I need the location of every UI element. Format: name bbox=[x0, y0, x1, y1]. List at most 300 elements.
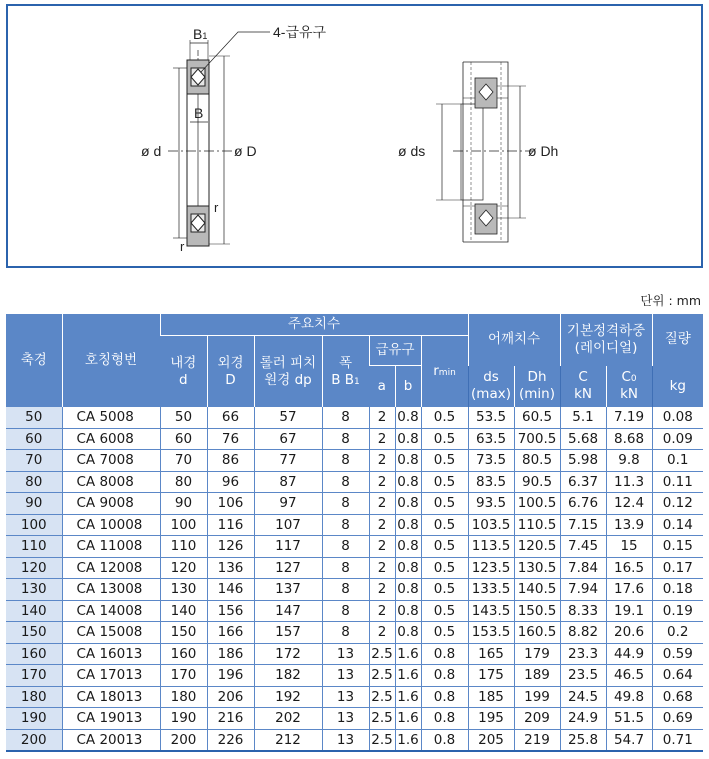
radius-label-upper: r bbox=[214, 200, 219, 215]
header-width-line1: 폭 bbox=[338, 354, 353, 371]
header-rmin bbox=[421, 336, 468, 408]
cell-c0: 54.7 bbox=[606, 729, 652, 751]
cell-oil-a: 2 bbox=[369, 493, 395, 515]
header-ds-line2: (max) bbox=[471, 386, 511, 403]
cell-c: 24.5 bbox=[560, 686, 606, 708]
cell-oil-a: 2 bbox=[369, 514, 395, 536]
cell-inner-d: 140 bbox=[160, 600, 207, 622]
bearing-diagram-panel bbox=[6, 4, 703, 268]
cell-width: 13 bbox=[322, 643, 369, 665]
cell-model: CA 5008 bbox=[62, 407, 160, 428]
table-row bbox=[6, 428, 703, 450]
cell-ds: 153.5 bbox=[468, 622, 514, 644]
header-rmin-letter: r bbox=[433, 363, 439, 380]
cell-rmin: 0.5 bbox=[421, 514, 468, 536]
cell-ds: 195 bbox=[468, 708, 514, 730]
cell-pitch-dp: 127 bbox=[254, 557, 322, 579]
cell-oil-b: 1.6 bbox=[395, 643, 421, 665]
cell-oil-a: 2 bbox=[369, 600, 395, 622]
cell-model: CA 17013 bbox=[62, 665, 160, 687]
cell-oil-a: 2.5 bbox=[369, 665, 395, 687]
cell-pitch-dp: 192 bbox=[254, 686, 322, 708]
cell-model: CA 6008 bbox=[62, 428, 160, 450]
cell-mass: 0.71 bbox=[652, 729, 703, 751]
cell-ds: 205 bbox=[468, 729, 514, 751]
cell-pitch-dp: 212 bbox=[254, 729, 322, 751]
cell-width: 8 bbox=[322, 493, 369, 515]
cell-model: CA 18013 bbox=[62, 686, 160, 708]
cell-oil-b: 0.8 bbox=[395, 600, 421, 622]
cell-rmin: 0.8 bbox=[421, 708, 468, 730]
header-dh bbox=[514, 366, 560, 408]
cell-pitch-dp: 57 bbox=[254, 407, 322, 428]
cell-c: 5.68 bbox=[560, 428, 606, 450]
cell-outer-d: 156 bbox=[207, 600, 254, 622]
cell-shaft: 100 bbox=[6, 514, 62, 536]
b1-label bbox=[193, 26, 207, 42]
cell-dh: 130.5 bbox=[514, 557, 560, 579]
header-ds-line1: ds bbox=[483, 369, 499, 386]
cell-c0: 16.5 bbox=[606, 557, 652, 579]
cell-ds: 83.5 bbox=[468, 471, 514, 493]
cell-pitch-dp: 77 bbox=[254, 450, 322, 472]
header-a: a bbox=[369, 366, 395, 408]
table-body bbox=[6, 407, 703, 751]
cell-outer-d: 106 bbox=[207, 493, 254, 515]
cell-rmin: 0.5 bbox=[421, 600, 468, 622]
cell-mass: 0.59 bbox=[652, 643, 703, 665]
cell-oil-b: 0.8 bbox=[395, 471, 421, 493]
header-model: 호칭형번 bbox=[62, 314, 160, 407]
cell-dh: 150.5 bbox=[514, 600, 560, 622]
cell-dh: 209 bbox=[514, 708, 560, 730]
header-rmin-subscript: min bbox=[438, 368, 456, 379]
cell-c: 24.9 bbox=[560, 708, 606, 730]
header-c-line1: C bbox=[578, 369, 588, 386]
header-c0-subscript: 0 bbox=[630, 374, 637, 385]
cell-ds: 63.5 bbox=[468, 428, 514, 450]
cell-oil-b: 0.8 bbox=[395, 428, 421, 450]
cell-mass: 0.64 bbox=[652, 665, 703, 687]
cell-dh: 140.5 bbox=[514, 579, 560, 601]
cell-oil-b: 0.8 bbox=[395, 557, 421, 579]
header-width-subscript: 1 bbox=[354, 376, 360, 387]
cell-model: CA 16013 bbox=[62, 643, 160, 665]
table-row bbox=[6, 493, 703, 515]
cell-pitch-dp: 117 bbox=[254, 536, 322, 558]
header-mass: 질량 bbox=[652, 314, 703, 366]
cell-c: 7.84 bbox=[560, 557, 606, 579]
cell-oil-a: 2 bbox=[369, 557, 395, 579]
cell-shaft: 80 bbox=[6, 471, 62, 493]
cell-oil-b: 1.6 bbox=[395, 686, 421, 708]
shoulder-ds-label: ø ds bbox=[398, 143, 426, 159]
cell-width: 13 bbox=[322, 686, 369, 708]
cell-c: 8.33 bbox=[560, 600, 606, 622]
table-row bbox=[6, 536, 703, 558]
cell-rmin: 0.8 bbox=[421, 665, 468, 687]
cell-c: 7.94 bbox=[560, 579, 606, 601]
cell-outer-d: 86 bbox=[207, 450, 254, 472]
cell-ds: 133.5 bbox=[468, 579, 514, 601]
header-load-rating bbox=[560, 314, 652, 366]
cell-pitch-dp: 67 bbox=[254, 428, 322, 450]
cell-model: CA 10008 bbox=[62, 514, 160, 536]
header-ds bbox=[468, 366, 514, 408]
header-c0 bbox=[606, 366, 652, 408]
cell-model: CA 14008 bbox=[62, 600, 160, 622]
header-shoulder: 어깨치수 bbox=[468, 314, 560, 366]
right-bearing-mounted bbox=[436, 62, 533, 242]
cell-pitch-dp: 172 bbox=[254, 643, 322, 665]
cell-inner-d: 70 bbox=[160, 450, 207, 472]
header-width bbox=[322, 336, 369, 408]
cell-oil-b: 0.8 bbox=[395, 493, 421, 515]
cell-mass: 0.14 bbox=[652, 514, 703, 536]
header-outer-line1: 외경 bbox=[217, 354, 244, 371]
cell-inner-d: 170 bbox=[160, 665, 207, 687]
cell-outer-d: 186 bbox=[207, 643, 254, 665]
cell-c: 7.15 bbox=[560, 514, 606, 536]
header-width-line2: B B bbox=[331, 371, 355, 388]
table-row bbox=[6, 471, 703, 493]
cell-oil-a: 2 bbox=[369, 622, 395, 644]
cell-pitch-dp: 157 bbox=[254, 622, 322, 644]
cell-c0: 13.9 bbox=[606, 514, 652, 536]
cell-pitch-dp: 202 bbox=[254, 708, 322, 730]
cell-shaft: 190 bbox=[6, 708, 62, 730]
cell-model: CA 11008 bbox=[62, 536, 160, 558]
cell-oil-b: 1.6 bbox=[395, 665, 421, 687]
cell-ds: 165 bbox=[468, 643, 514, 665]
cell-inner-d: 180 bbox=[160, 686, 207, 708]
table-row bbox=[6, 708, 703, 730]
left-bearing-section bbox=[168, 32, 270, 246]
cell-dh: 80.5 bbox=[514, 450, 560, 472]
cell-mass: 0.17 bbox=[652, 557, 703, 579]
cell-shaft: 50 bbox=[6, 407, 62, 428]
cell-inner-d: 190 bbox=[160, 708, 207, 730]
cell-pitch-dp: 97 bbox=[254, 493, 322, 515]
header-load-line2: (레이디얼) bbox=[574, 339, 638, 356]
cell-width: 13 bbox=[322, 665, 369, 687]
table-row bbox=[6, 450, 703, 472]
cell-ds: 175 bbox=[468, 665, 514, 687]
cell-ds: 185 bbox=[468, 686, 514, 708]
cell-oil-a: 2 bbox=[369, 407, 395, 428]
shoulder-dh-label: ø Dh bbox=[528, 143, 559, 159]
cell-c0: 46.5 bbox=[606, 665, 652, 687]
cell-oil-a: 2 bbox=[369, 536, 395, 558]
header-outer-line2: D bbox=[225, 371, 236, 388]
cell-c: 25.8 bbox=[560, 729, 606, 751]
cell-oil-a: 2 bbox=[369, 579, 395, 601]
cell-model: CA 12008 bbox=[62, 557, 160, 579]
header-oil-hole: 급유구 bbox=[369, 336, 421, 366]
header-c-line2: kN bbox=[574, 386, 592, 403]
cell-rmin: 0.8 bbox=[421, 729, 468, 751]
table-row bbox=[6, 557, 703, 579]
cell-outer-d: 136 bbox=[207, 557, 254, 579]
cell-oil-a: 2.5 bbox=[369, 643, 395, 665]
cell-rmin: 0.5 bbox=[421, 622, 468, 644]
cell-dh: 160.5 bbox=[514, 622, 560, 644]
cell-outer-d: 76 bbox=[207, 428, 254, 450]
cell-rmin: 0.5 bbox=[421, 450, 468, 472]
cell-mass: 0.19 bbox=[652, 600, 703, 622]
header-outer bbox=[207, 336, 254, 408]
cell-outer-d: 166 bbox=[207, 622, 254, 644]
cell-c: 6.76 bbox=[560, 493, 606, 515]
cell-width: 8 bbox=[322, 579, 369, 601]
cell-shaft: 200 bbox=[6, 729, 62, 751]
cell-inner-d: 200 bbox=[160, 729, 207, 751]
cell-mass: 0.68 bbox=[652, 686, 703, 708]
cell-c0: 7.19 bbox=[606, 407, 652, 428]
cell-c: 23.3 bbox=[560, 643, 606, 665]
cell-c: 5.1 bbox=[560, 407, 606, 428]
header-c bbox=[560, 366, 606, 408]
cell-rmin: 0.8 bbox=[421, 686, 468, 708]
cell-outer-d: 116 bbox=[207, 514, 254, 536]
cell-c: 6.37 bbox=[560, 471, 606, 493]
header-load-line1: 기본정격하중 bbox=[566, 322, 646, 339]
cell-c0: 17.6 bbox=[606, 579, 652, 601]
cell-ds: 53.5 bbox=[468, 407, 514, 428]
cell-c0: 9.8 bbox=[606, 450, 652, 472]
bearing-cross-section-drawing bbox=[8, 6, 705, 270]
cell-c0: 11.3 bbox=[606, 471, 652, 493]
header-inner-line1: 내경 bbox=[170, 354, 197, 371]
cell-mass: 0.11 bbox=[652, 471, 703, 493]
cell-c0: 8.68 bbox=[606, 428, 652, 450]
header-mass-unit: kg bbox=[652, 366, 703, 408]
cell-oil-a: 2 bbox=[369, 471, 395, 493]
cell-rmin: 0.5 bbox=[421, 471, 468, 493]
cell-inner-d: 100 bbox=[160, 514, 207, 536]
cell-rmin: 0.5 bbox=[421, 407, 468, 428]
cell-c: 8.82 bbox=[560, 622, 606, 644]
cell-c0: 20.6 bbox=[606, 622, 652, 644]
header-c0-line2: kN bbox=[620, 386, 638, 403]
cell-outer-d: 126 bbox=[207, 536, 254, 558]
cell-c0: 15 bbox=[606, 536, 652, 558]
cell-shaft: 140 bbox=[6, 600, 62, 622]
cell-inner-d: 130 bbox=[160, 579, 207, 601]
cell-dh: 60.5 bbox=[514, 407, 560, 428]
header-main-dims: 주요치수 bbox=[160, 314, 468, 336]
cell-rmin: 0.5 bbox=[421, 557, 468, 579]
radius-label-lower: r bbox=[180, 239, 185, 254]
cell-ds: 123.5 bbox=[468, 557, 514, 579]
cell-model: CA 7008 bbox=[62, 450, 160, 472]
cell-dh: 110.5 bbox=[514, 514, 560, 536]
cell-ds: 113.5 bbox=[468, 536, 514, 558]
cell-oil-b: 0.8 bbox=[395, 579, 421, 601]
cell-outer-d: 206 bbox=[207, 686, 254, 708]
cell-oil-b: 0.8 bbox=[395, 407, 421, 428]
cell-mass: 0.08 bbox=[652, 407, 703, 428]
cell-width: 8 bbox=[322, 622, 369, 644]
cell-oil-b: 0.8 bbox=[395, 536, 421, 558]
inner-diameter-label: ø d bbox=[141, 143, 162, 159]
table-row bbox=[6, 600, 703, 622]
cell-inner-d: 110 bbox=[160, 536, 207, 558]
cell-c: 7.45 bbox=[560, 536, 606, 558]
cell-mass: 0.09 bbox=[652, 428, 703, 450]
cell-rmin: 0.5 bbox=[421, 493, 468, 515]
cell-oil-b: 1.6 bbox=[395, 708, 421, 730]
cell-dh: 100.5 bbox=[514, 493, 560, 515]
cell-rmin: 0.5 bbox=[421, 428, 468, 450]
cell-c0: 12.4 bbox=[606, 493, 652, 515]
cell-pitch-dp: 182 bbox=[254, 665, 322, 687]
b-label: B bbox=[194, 105, 204, 121]
cell-outer-d: 216 bbox=[207, 708, 254, 730]
cell-inner-d: 80 bbox=[160, 471, 207, 493]
cell-model: CA 19013 bbox=[62, 708, 160, 730]
cell-outer-d: 66 bbox=[207, 407, 254, 428]
cell-c0: 49.8 bbox=[606, 686, 652, 708]
cell-mass: 0.2 bbox=[652, 622, 703, 644]
cell-ds: 93.5 bbox=[468, 493, 514, 515]
cell-model: CA 20013 bbox=[62, 729, 160, 751]
cell-shaft: 60 bbox=[6, 428, 62, 450]
b1-letter: B bbox=[193, 26, 203, 42]
table-row bbox=[6, 514, 703, 536]
cell-outer-d: 146 bbox=[207, 579, 254, 601]
cell-model: CA 9008 bbox=[62, 493, 160, 515]
unit-label: 단위 : mm bbox=[640, 293, 701, 308]
table-row bbox=[6, 643, 703, 665]
cell-shaft: 150 bbox=[6, 622, 62, 644]
table-row bbox=[6, 579, 703, 601]
cell-model: CA 15008 bbox=[62, 622, 160, 644]
cell-width: 8 bbox=[322, 514, 369, 536]
oil-hole-label: 4-급유구 bbox=[273, 24, 327, 40]
cell-rmin: 0.5 bbox=[421, 579, 468, 601]
cell-mass: 0.69 bbox=[652, 708, 703, 730]
cell-model: CA 8008 bbox=[62, 471, 160, 493]
table-row bbox=[6, 407, 703, 428]
cell-ds: 73.5 bbox=[468, 450, 514, 472]
cell-mass: 0.18 bbox=[652, 579, 703, 601]
cell-c: 5.98 bbox=[560, 450, 606, 472]
table-row bbox=[6, 665, 703, 687]
header-pitch bbox=[254, 336, 322, 408]
cell-shaft: 120 bbox=[6, 557, 62, 579]
cell-dh: 700.5 bbox=[514, 428, 560, 450]
cell-shaft: 70 bbox=[6, 450, 62, 472]
cell-dh: 199 bbox=[514, 686, 560, 708]
outer-diameter-label: ø D bbox=[234, 143, 257, 159]
cell-width: 13 bbox=[322, 729, 369, 751]
cell-inner-d: 50 bbox=[160, 407, 207, 428]
table-row bbox=[6, 729, 703, 751]
cell-dh: 189 bbox=[514, 665, 560, 687]
cell-c: 23.5 bbox=[560, 665, 606, 687]
cell-mass: 0.12 bbox=[652, 493, 703, 515]
cell-dh: 219 bbox=[514, 729, 560, 751]
cell-width: 8 bbox=[322, 450, 369, 472]
cell-oil-a: 2.5 bbox=[369, 729, 395, 751]
cell-shaft: 170 bbox=[6, 665, 62, 687]
header-inner bbox=[160, 336, 207, 408]
cell-width: 8 bbox=[322, 557, 369, 579]
table-row bbox=[6, 622, 703, 644]
cell-ds: 103.5 bbox=[468, 514, 514, 536]
cell-mass: 0.15 bbox=[652, 536, 703, 558]
header-shaft: 축경 bbox=[6, 314, 62, 407]
bearing-spec-table bbox=[6, 314, 703, 752]
cell-c0: 51.5 bbox=[606, 708, 652, 730]
cell-inner-d: 120 bbox=[160, 557, 207, 579]
cell-width: 8 bbox=[322, 407, 369, 428]
cell-width: 13 bbox=[322, 708, 369, 730]
b1-subscript: 1 bbox=[202, 31, 208, 41]
cell-inner-d: 150 bbox=[160, 622, 207, 644]
cell-c0: 44.9 bbox=[606, 643, 652, 665]
cell-dh: 120.5 bbox=[514, 536, 560, 558]
cell-outer-d: 226 bbox=[207, 729, 254, 751]
cell-pitch-dp: 107 bbox=[254, 514, 322, 536]
header-inner-line2: d bbox=[178, 371, 188, 388]
header-c0-letter: C bbox=[621, 369, 631, 386]
cell-shaft: 90 bbox=[6, 493, 62, 515]
cell-shaft: 130 bbox=[6, 579, 62, 601]
cell-oil-b: 0.8 bbox=[395, 450, 421, 472]
cell-oil-b: 0.8 bbox=[395, 514, 421, 536]
cell-inner-d: 160 bbox=[160, 643, 207, 665]
table-row bbox=[6, 686, 703, 708]
header-pitch-line2: 원경 dp bbox=[264, 371, 312, 388]
cell-oil-b: 0.8 bbox=[395, 622, 421, 644]
header-b: b bbox=[395, 366, 421, 408]
cell-width: 8 bbox=[322, 471, 369, 493]
cell-outer-d: 196 bbox=[207, 665, 254, 687]
cell-width: 8 bbox=[322, 536, 369, 558]
cell-shaft: 160 bbox=[6, 643, 62, 665]
cell-model: CA 13008 bbox=[62, 579, 160, 601]
cell-inner-d: 60 bbox=[160, 428, 207, 450]
cell-inner-d: 90 bbox=[160, 493, 207, 515]
cell-pitch-dp: 147 bbox=[254, 600, 322, 622]
cell-oil-a: 2 bbox=[369, 428, 395, 450]
cell-dh: 90.5 bbox=[514, 471, 560, 493]
cell-outer-d: 96 bbox=[207, 471, 254, 493]
cell-oil-a: 2.5 bbox=[369, 708, 395, 730]
cell-rmin: 0.5 bbox=[421, 536, 468, 558]
header-pitch-line1: 롤러 피치 bbox=[259, 354, 317, 371]
cell-oil-a: 2.5 bbox=[369, 686, 395, 708]
cell-shaft: 180 bbox=[6, 686, 62, 708]
header-dh-line2: (min) bbox=[519, 386, 556, 403]
cell-pitch-dp: 87 bbox=[254, 471, 322, 493]
cell-rmin: 0.8 bbox=[421, 643, 468, 665]
cell-oil-b: 1.6 bbox=[395, 729, 421, 751]
cell-dh: 179 bbox=[514, 643, 560, 665]
cell-width: 8 bbox=[322, 428, 369, 450]
table-header bbox=[6, 314, 703, 407]
cell-mass: 0.1 bbox=[652, 450, 703, 472]
cell-oil-a: 2 bbox=[369, 450, 395, 472]
cell-ds: 143.5 bbox=[468, 600, 514, 622]
cell-shaft: 110 bbox=[6, 536, 62, 558]
cell-pitch-dp: 137 bbox=[254, 579, 322, 601]
header-dh-line1: Dh bbox=[527, 369, 547, 386]
cell-c0: 19.1 bbox=[606, 600, 652, 622]
cell-width: 8 bbox=[322, 600, 369, 622]
